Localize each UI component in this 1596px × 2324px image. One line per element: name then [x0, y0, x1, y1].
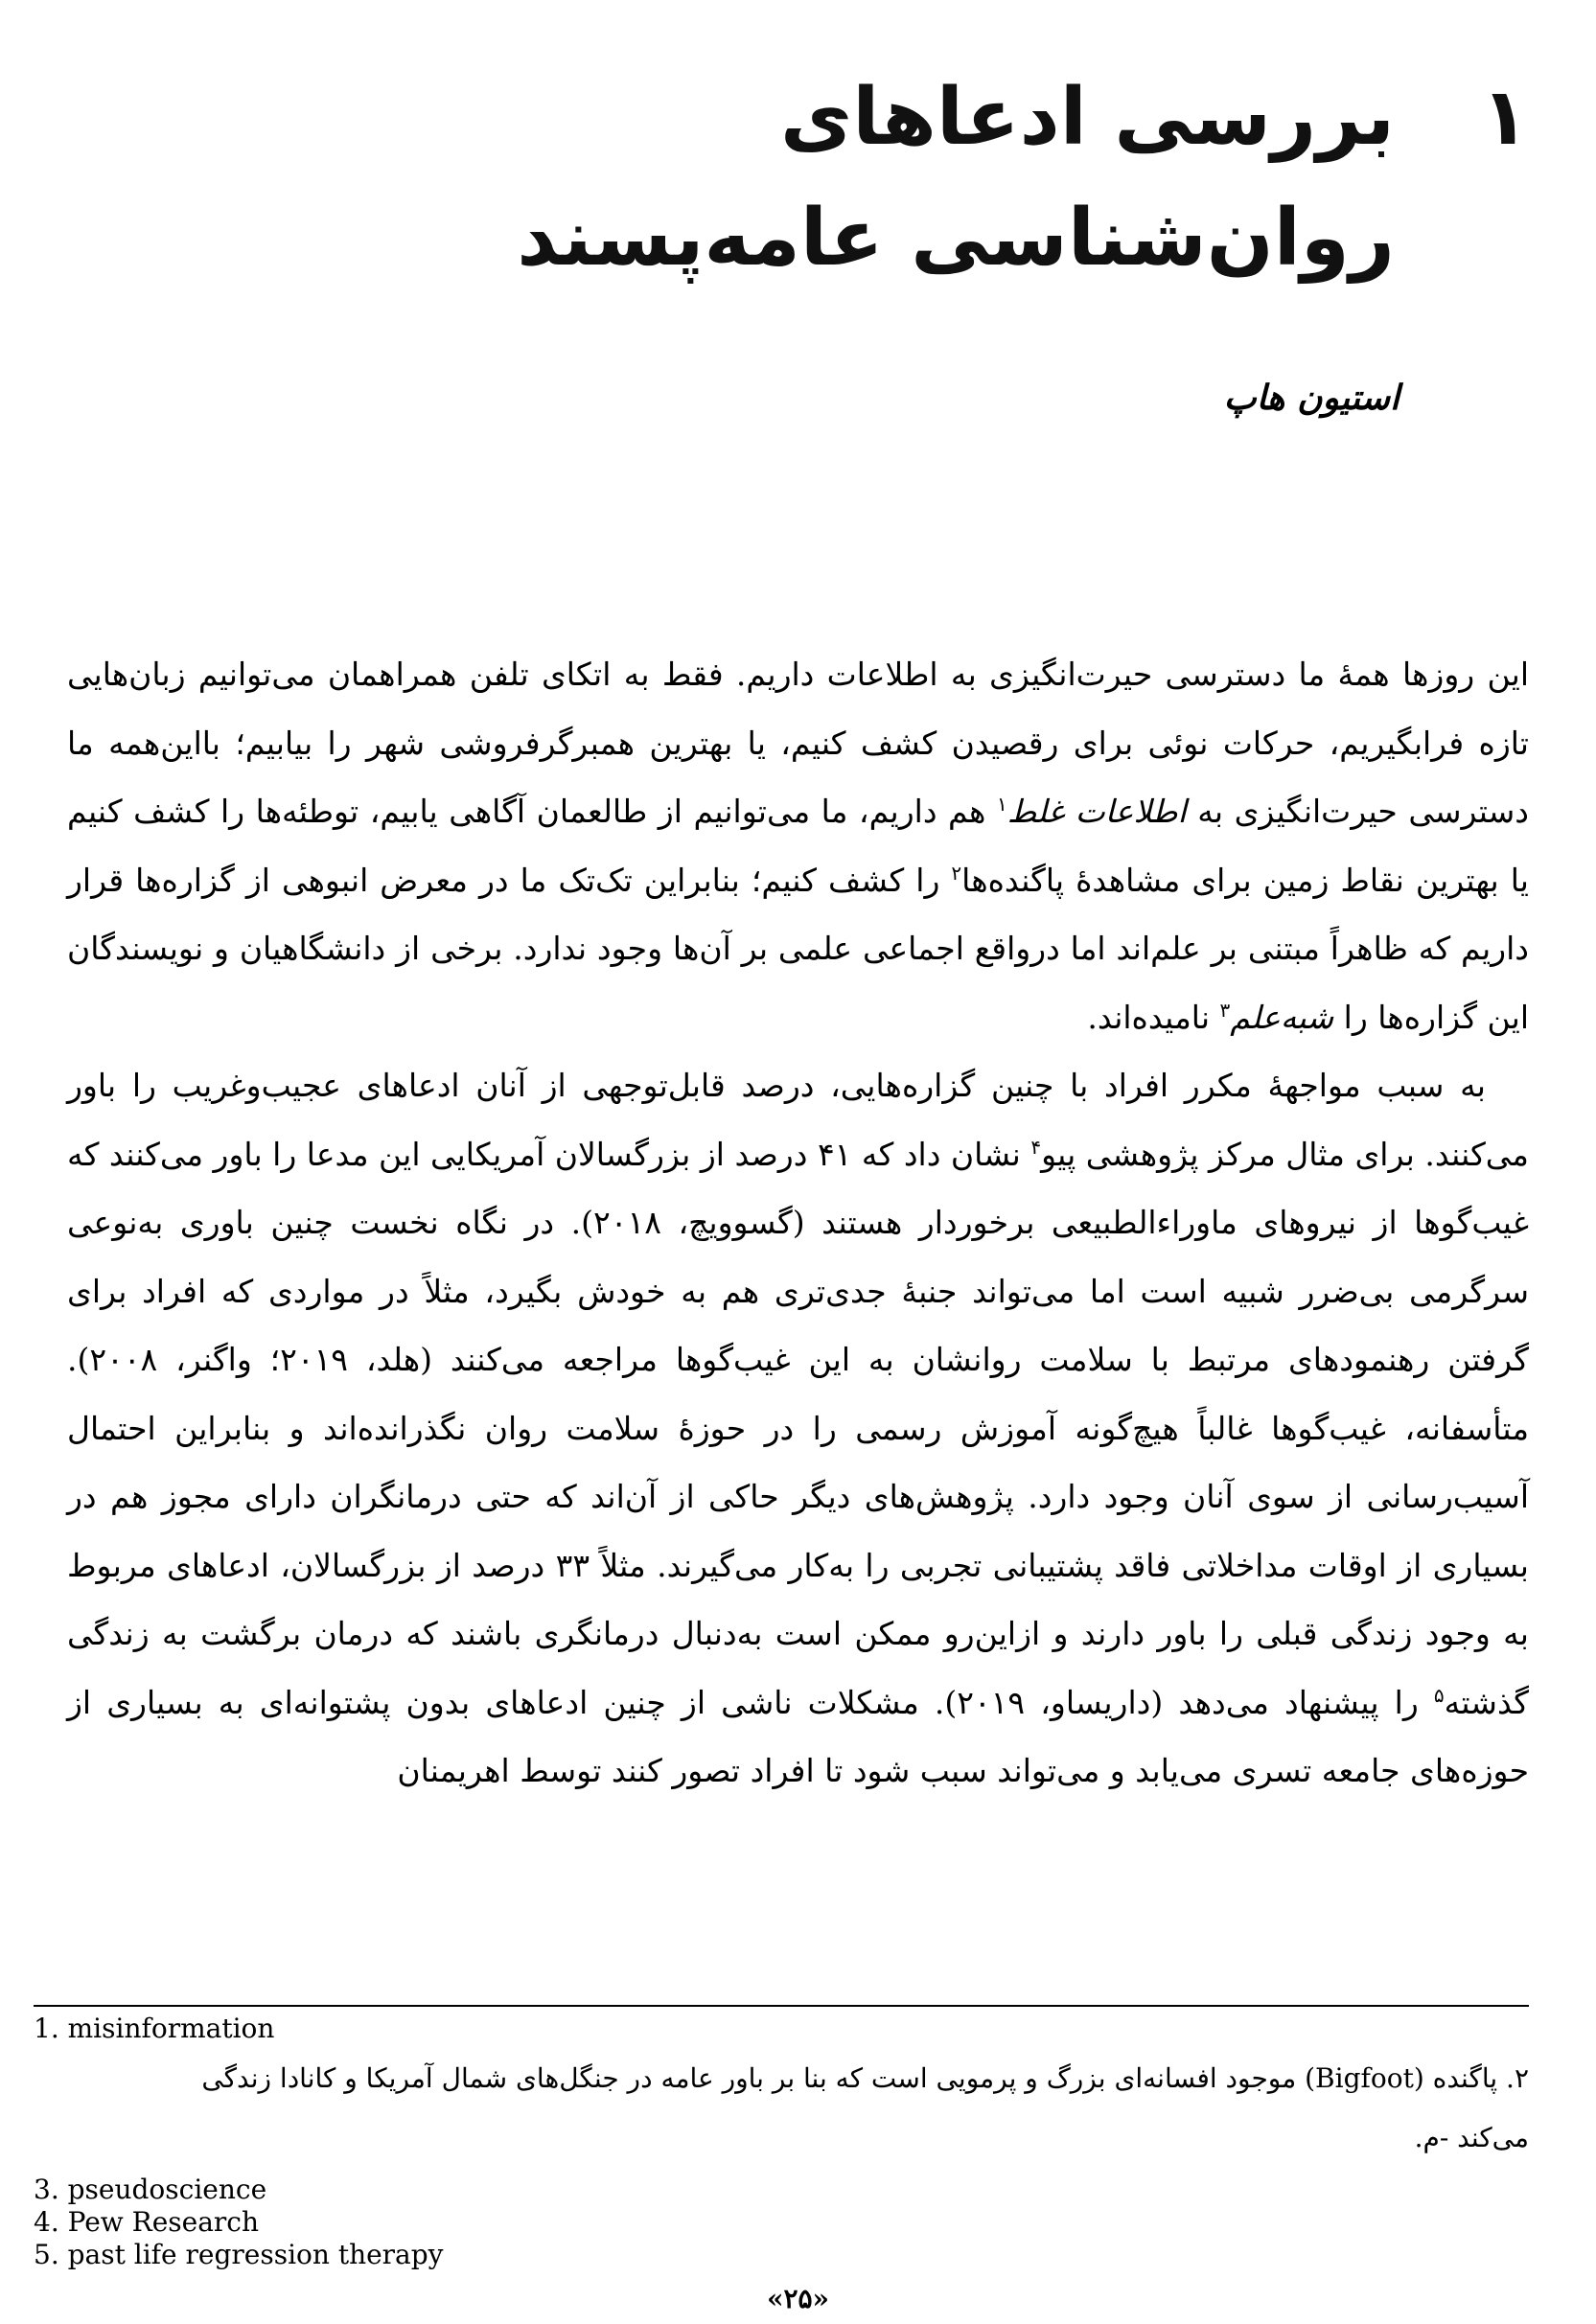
- footnote-ref-4: ۴: [1030, 1135, 1042, 1159]
- chapter-number: ۱: [1480, 72, 1529, 163]
- chapter-title: [187, 58, 1529, 299]
- chapter-title-line2: روان‌شناسی عامه‌پسند: [517, 193, 1395, 284]
- chapter-title-line1: بررسی ادعاهای: [780, 72, 1395, 163]
- paragraph-1: این روزها همهٔ ما دسترسی حیرت‌انگیزی به اطلاعات داریم. فقط به اتکای تلفن همراهمان می‌توانیم زبان‌هایی تازه فرابگیریم، حرکات نوئی برای رقصیدن کشف کنیم، یا بهترین همبرگرفروشی شهر را بیابیم؛ بااین‌همه ما دسترسی حیرت‌انگیزی به اطلاعات غلط$^۱$ هم داریم، ما می‌توانیم از طالعمان آگاهی یابیم، توطئه‌ها را کشف کنیم یا بهترین نقاط زمین برای مشاهدهٔ پاگنده‌ها$^۲$ را کشف کنیم؛ بنابراین تک‌تک ما در معرض انبوهی از گزاره‌ها قرار داریم که ظاهراً مبتنی بر علم‌اند اما درواقع اجماعی علمی بر آن‌ها وجود ندارد. برخی از دانشگاهیان و نویسندگان این گزاره‌ها را شبه‌علم$^۳$ نامیده‌اند.: [67, 656, 1530, 1036]
- footnote-ref-1: ۱: [996, 793, 1007, 816]
- footnote-4: 4. Pew Research: [34, 2206, 260, 2238]
- page-number: «۲۵»: [766, 2283, 830, 2314]
- footnote-2: [34, 2049, 1529, 2168]
- footnote-2-line2: می‌کند -م.: [1414, 2122, 1529, 2153]
- footnotes: [34, 2013, 1529, 2271]
- footnote-5: 5. past life regression therapy: [34, 2239, 444, 2270]
- term-misinformation: اطلاعات غلط: [1006, 793, 1187, 830]
- author-name: استیون هاپ: [1223, 378, 1399, 418]
- footnote-ref-5: ۵: [1433, 1683, 1445, 1707]
- body-text: [67, 640, 1529, 1806]
- term-pseudoscience: شبه‌علم: [1230, 998, 1334, 1036]
- chapter-header: [187, 58, 1529, 299]
- paragraph-2: به سبب مواجههٔ مکرر افراد با چنین گزاره‌هایی، درصد قابل‌توجهی از آنان ادعاهای عجیب‌وغریب را باور می‌کنند. برای مثال مرکز پژوهشی پیو$^۴$ نشان داد که ۴۱ درصد از بزرگسالان آمریکایی این مدعا را باور می‌کنند که غیب‌گوها از نیروهای ماوراءالطبیعی برخوردار هستند (گسوویچ، ۲۰۱۸). در نگاه نخست چنین باوری به‌نوعی سرگرمی بی‌ضرر شبیه است اما می‌تواند جنبهٔ جدی‌تری هم به خودش بگیرد، مثلاً در مواردی که افراد برای گرفتن رهنمودهای مرتبط با سلامت روانشان به این غیب‌گوها مراجعه می‌کنند (هلد، ۲۰۱۹؛ واگنر، ۲۰۰۸). متأسفانه، غیب‌گوها غالباً هیچ‌گونه آموزش رسمی را در حوزهٔ سلامت روان نگذرانده‌اند و بنابراین احتمال آسیب‌رسانی از سوی آنان وجود دارد. پژوهش‌های دیگر حاکی از آن‌اند که حتی درمانگران دارای مجوز هم در بسیاری از اوقات مداخلاتی فاقد پشتیبانی تجربی را به‌کار می‌گیرند. مثلاً ۳۳ درصد از بزرگسالان، ادعاهای مربوط به وجود زندگی قبلی را باور دارند و ازاین‌رو ممکن است به‌دنبال درمانگری باشند که درمان برگشت به زندگی گذشته$^۵$ را پیشنهاد می‌دهد (داریساو، ۲۰۱۹). مشکلات ناشی از چنین ادعاهای بدون پشتوانه‌ای به بسیاری از حوزه‌های جامعه تسری می‌یابد و می‌تواند سبب شود تا افراد تصور کنند توسط اهریمنان: [67, 1067, 1529, 1789]
- footnote-3: 3. pseudoscience: [34, 2174, 267, 2205]
- footnote-ref-3: ۳: [1219, 998, 1231, 1022]
- footnote-2-line1: ۲. پاگنده (Bigfoot) موجود افسانه‌ای بزرگ و پرمویی است که بنا بر باور عامه در جنگل‌های شمال آمریکا و کانادا زندگی: [201, 2062, 1529, 2094]
- footnote-divider: [34, 2005, 1529, 2007]
- footnote-1: 1. misinformation: [34, 2013, 275, 2044]
- footnote-ref-2: ۲: [951, 861, 962, 885]
